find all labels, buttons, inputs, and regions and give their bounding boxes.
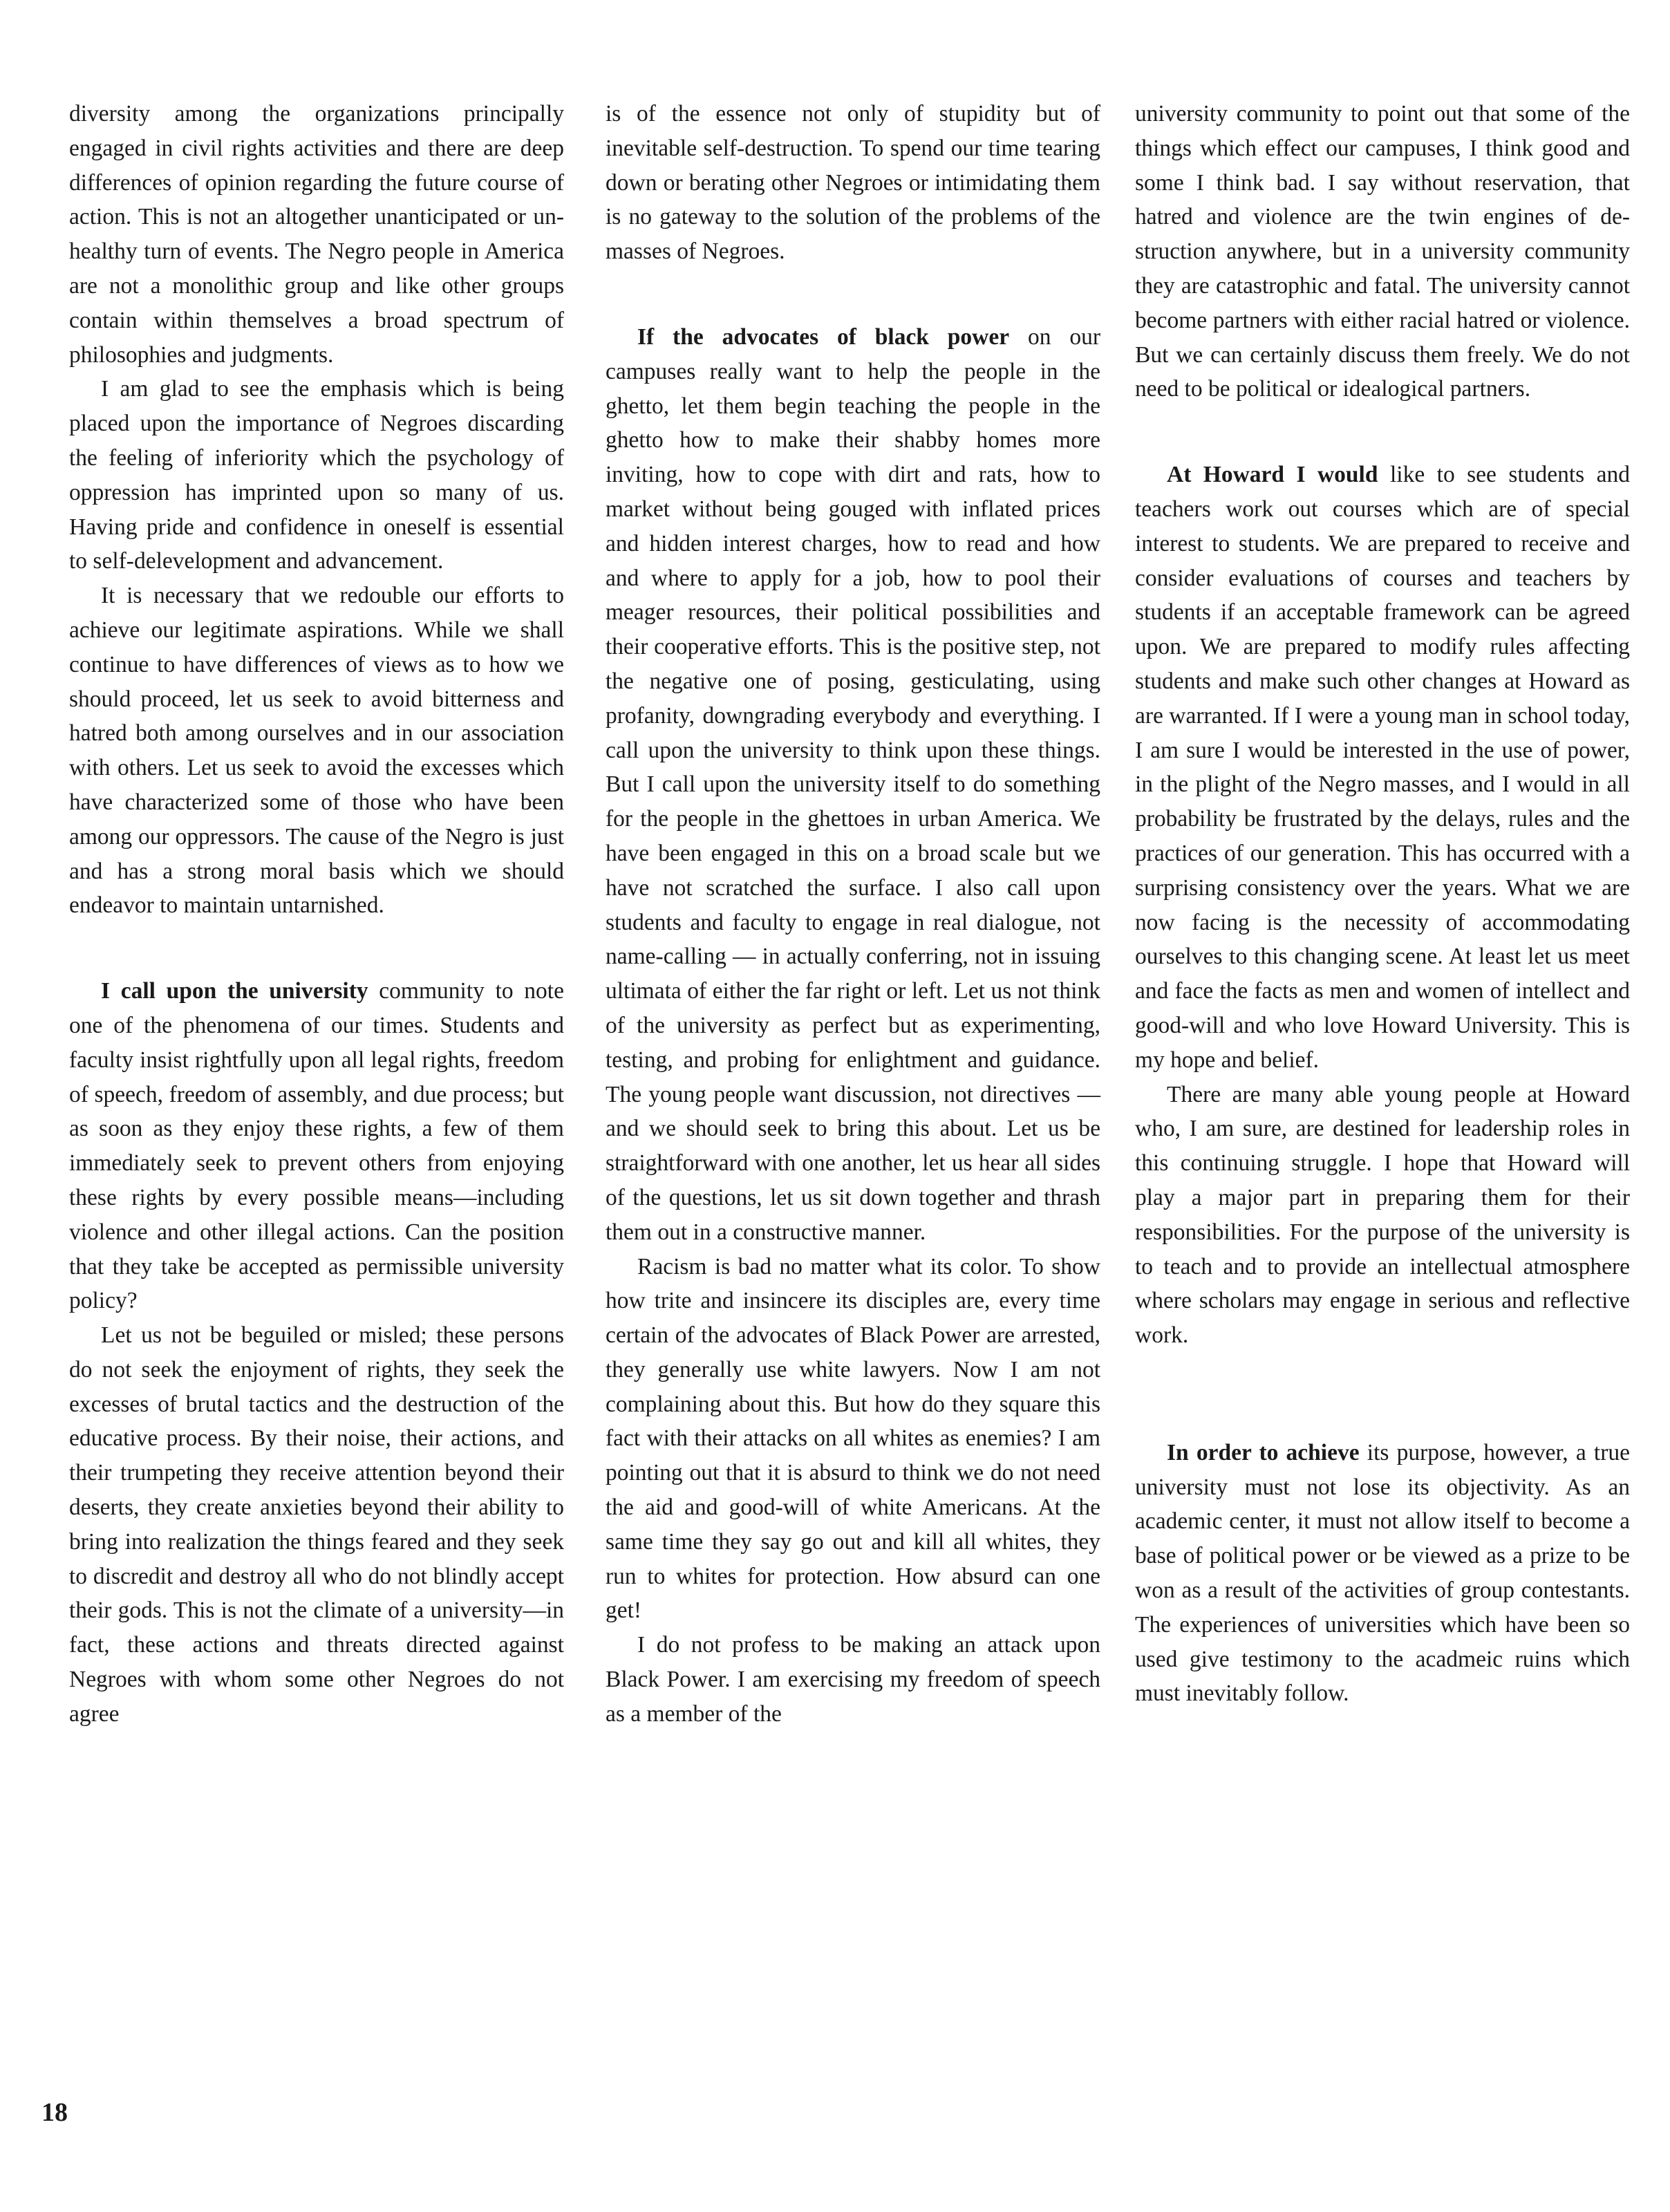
section-paragraph [1135, 1436, 1630, 1711]
section-paragraph [69, 974, 564, 1318]
page-number: 18 [41, 2098, 68, 2127]
paragraph-text: is of the essence not only of stupidity but of inevitable self-destruction. To spend our time tearing down or berating other Negroes or intimidating them is no gateway to the solution of the problems of the masses of Negroes. [606, 101, 1100, 265]
paragraph-text: diversity among the organizations principally engaged in civil rights activities and there are deep differences of opinion regarding the future course of action. This is not an altogether unanticipated or unhealthy turn of events. The Negro people in America are not a monolithic group and like other groups contain within themselves a broad spectrum of philosophies and judgments. [69, 101, 564, 368]
paragraph-text: There are many able young people at Howard who, I am sure, are destined for leadership roles in this continuing struggle. I hope that Howard will play a major part in preparing them for their responsibilities. For the purpose of the university is to teach and to provide an intellectual atmosphere where scholars may engage in serious and reflective work. [1135, 1081, 1630, 1349]
section-lead-in: If the advocates of black power [637, 324, 1010, 350]
text-column-middle [606, 97, 1100, 1732]
section-paragraph [1135, 458, 1630, 1077]
paragraph-text: its purpose, however, a true university must not lose its objectivity. As an academic center, it must not allow itself to become a base of political power or be viewed as a prize to be won as a result of the activities of group contestants. The experiences of universities which have been so used give testimony to the acadmeic ruins which must inevitably follow. [1135, 1439, 1630, 1707]
paragraph [69, 372, 564, 579]
section-lead-in: In order to achieve [1167, 1439, 1360, 1465]
paragraph-text: Let us not be beguiled or misled; these persons do not seek the enjoyment of rights, they seek the excesses of brutal tactics and the destruction of the educative process. By their noise, their actions, and their trumpeting they receive attention beyond their deserts, they create anxieties beyond their ability to bring into realization the things feared and they seek to discredit and destroy all who do not blindly accept their gods. This is not the climate of a university—in fact, these actions and threats directed against Negroes with whom some other Negroes do not agree [69, 1322, 564, 1727]
paragraph-text: community to note one of the phenomena of our times. Students and faculty insist rightfully upon all legal rights, freedom of speech, freedom of assembly, and due process; but as soon as they enjoy these rights, a few of them immediately seek to prevent others from enjoying these rights by every possible means—including violence and other illegal actions. Can the position that they take be accepted as permissible university policy? [69, 978, 564, 1314]
paragraph-text: on our campuses really want to help the people in the ghetto, let them begin teaching the people in the ghetto how to make their shabby homes more inviting, how to cope with dirt and rats, how to market without being gouged with inflated prices and hidden interest charges, how to read and how and where to apply for a job, how to pool their meager resources, their political possibilities and their cooperative efforts. This is the positive step, not the negative one of posing, gesticulating, using profanity, downgrading everybody and everything. I call upon the university to think upon these things. But I call upon the university itself to do something for the people in the ghettoes in urban America. We have been engaged in this on a broad scale but we have not scratched the surface. I also call upon students and faculty to engage in real dialogue, not name-calling — in actually conferring, not in issuing ultimata of either the far right or left. Let us not think of the university as perfect but as experimenting, testing, and probing for enlightment and guidance. The young people want discussion, not directives — and we should seek to bring this about. Let us be straightforward with one another, let us hear all sides of the questions, let us sit down together and thrash them out in a constructive manner. [606, 324, 1100, 1245]
paragraph [1135, 97, 1630, 406]
paragraph-text: like to see students and teachers work out courses which are of special interest to students. We are prepared to receive and consider evaluations of courses and teachers by students if an acceptable framework can be agreed upon. We are prepared to modify rules affecting students and make such other changes at Howard as are warranted. If I were a young man in school today, I am sure I would be interested in the use of power, in the plight of the Negro masses, and I would in all probability be frustrated by the delays, rules and the practices of our generation. This has occurred with a surprising consistency over the years. What we are now facing is the necessity of accommodating ourselves to this changing scene. At least let us meet and face the facts as men and women of intellect and good-will and who love Howard University. This is my hope and belief. [1135, 462, 1630, 1073]
section-lead-in: I call upon the university [101, 978, 368, 1004]
text-column-right [1135, 97, 1630, 1711]
paragraph [606, 97, 1100, 269]
paragraph [1135, 1078, 1630, 1353]
paragraph [606, 1250, 1100, 1629]
paragraph [69, 1318, 564, 1732]
paragraph [69, 97, 564, 372]
paragraph [69, 579, 564, 923]
paragraph-text: university community to point out that some of the things which effect our campuses, I think good and some I think bad. I say without reservation, that hatred and violence are the twin engines of destruction anywhere, but in a university community they are catastrophic and fatal. The university cannot become partners with either racial hatred or violence. But we can certainly discuss them freely. We do not need to be political or idealogical partners. [1135, 101, 1630, 402]
section-lead-in: At Howard I would [1167, 462, 1378, 488]
paragraph-text: Racism is bad no matter what its color. To show how trite and insincere its disciples are, every time certain of the advocates of Black Power are arrested, they generally use white lawyers. Now I am not complaining about this. But how do they square this fact with their attacks on all whites as enemies? I am pointing out that it is absurd to think we do not need the aid and good-will of white Americans. At the same time they say go out and kill all whites, they run to whites for protection. How absurd can one get! [606, 1253, 1100, 1624]
paragraph-text: It is necessary that we redouble our efforts to achieve our legitimate aspirations. While we shall continue to have differences of views as to how we should proceed, let us seek to avoid bitterness and hatred both among ourselves and in our association with others. Let us seek to avoid the excesses which have characterized some of those who have been among our oppressors. The cause of the Negro is just and has a strong moral basis which we should endeavor to maintain untarnished. [69, 583, 564, 919]
section-paragraph [606, 320, 1100, 1250]
paragraph [606, 1628, 1100, 1731]
text-column-left [69, 97, 564, 1732]
paragraph-text: I am glad to see the emphasis which is being placed upon the importance of Negroes discarding the feeling of inferiority which the psychology of oppression has imprinted upon so many of us. Having pride and confidence in oneself is essential to self-delevelopment and advancement. [69, 376, 564, 574]
paragraph-text: I do not profess to be making an attack upon Black Power. I am exercising my freedom of speech as a member of the [606, 1632, 1100, 1727]
